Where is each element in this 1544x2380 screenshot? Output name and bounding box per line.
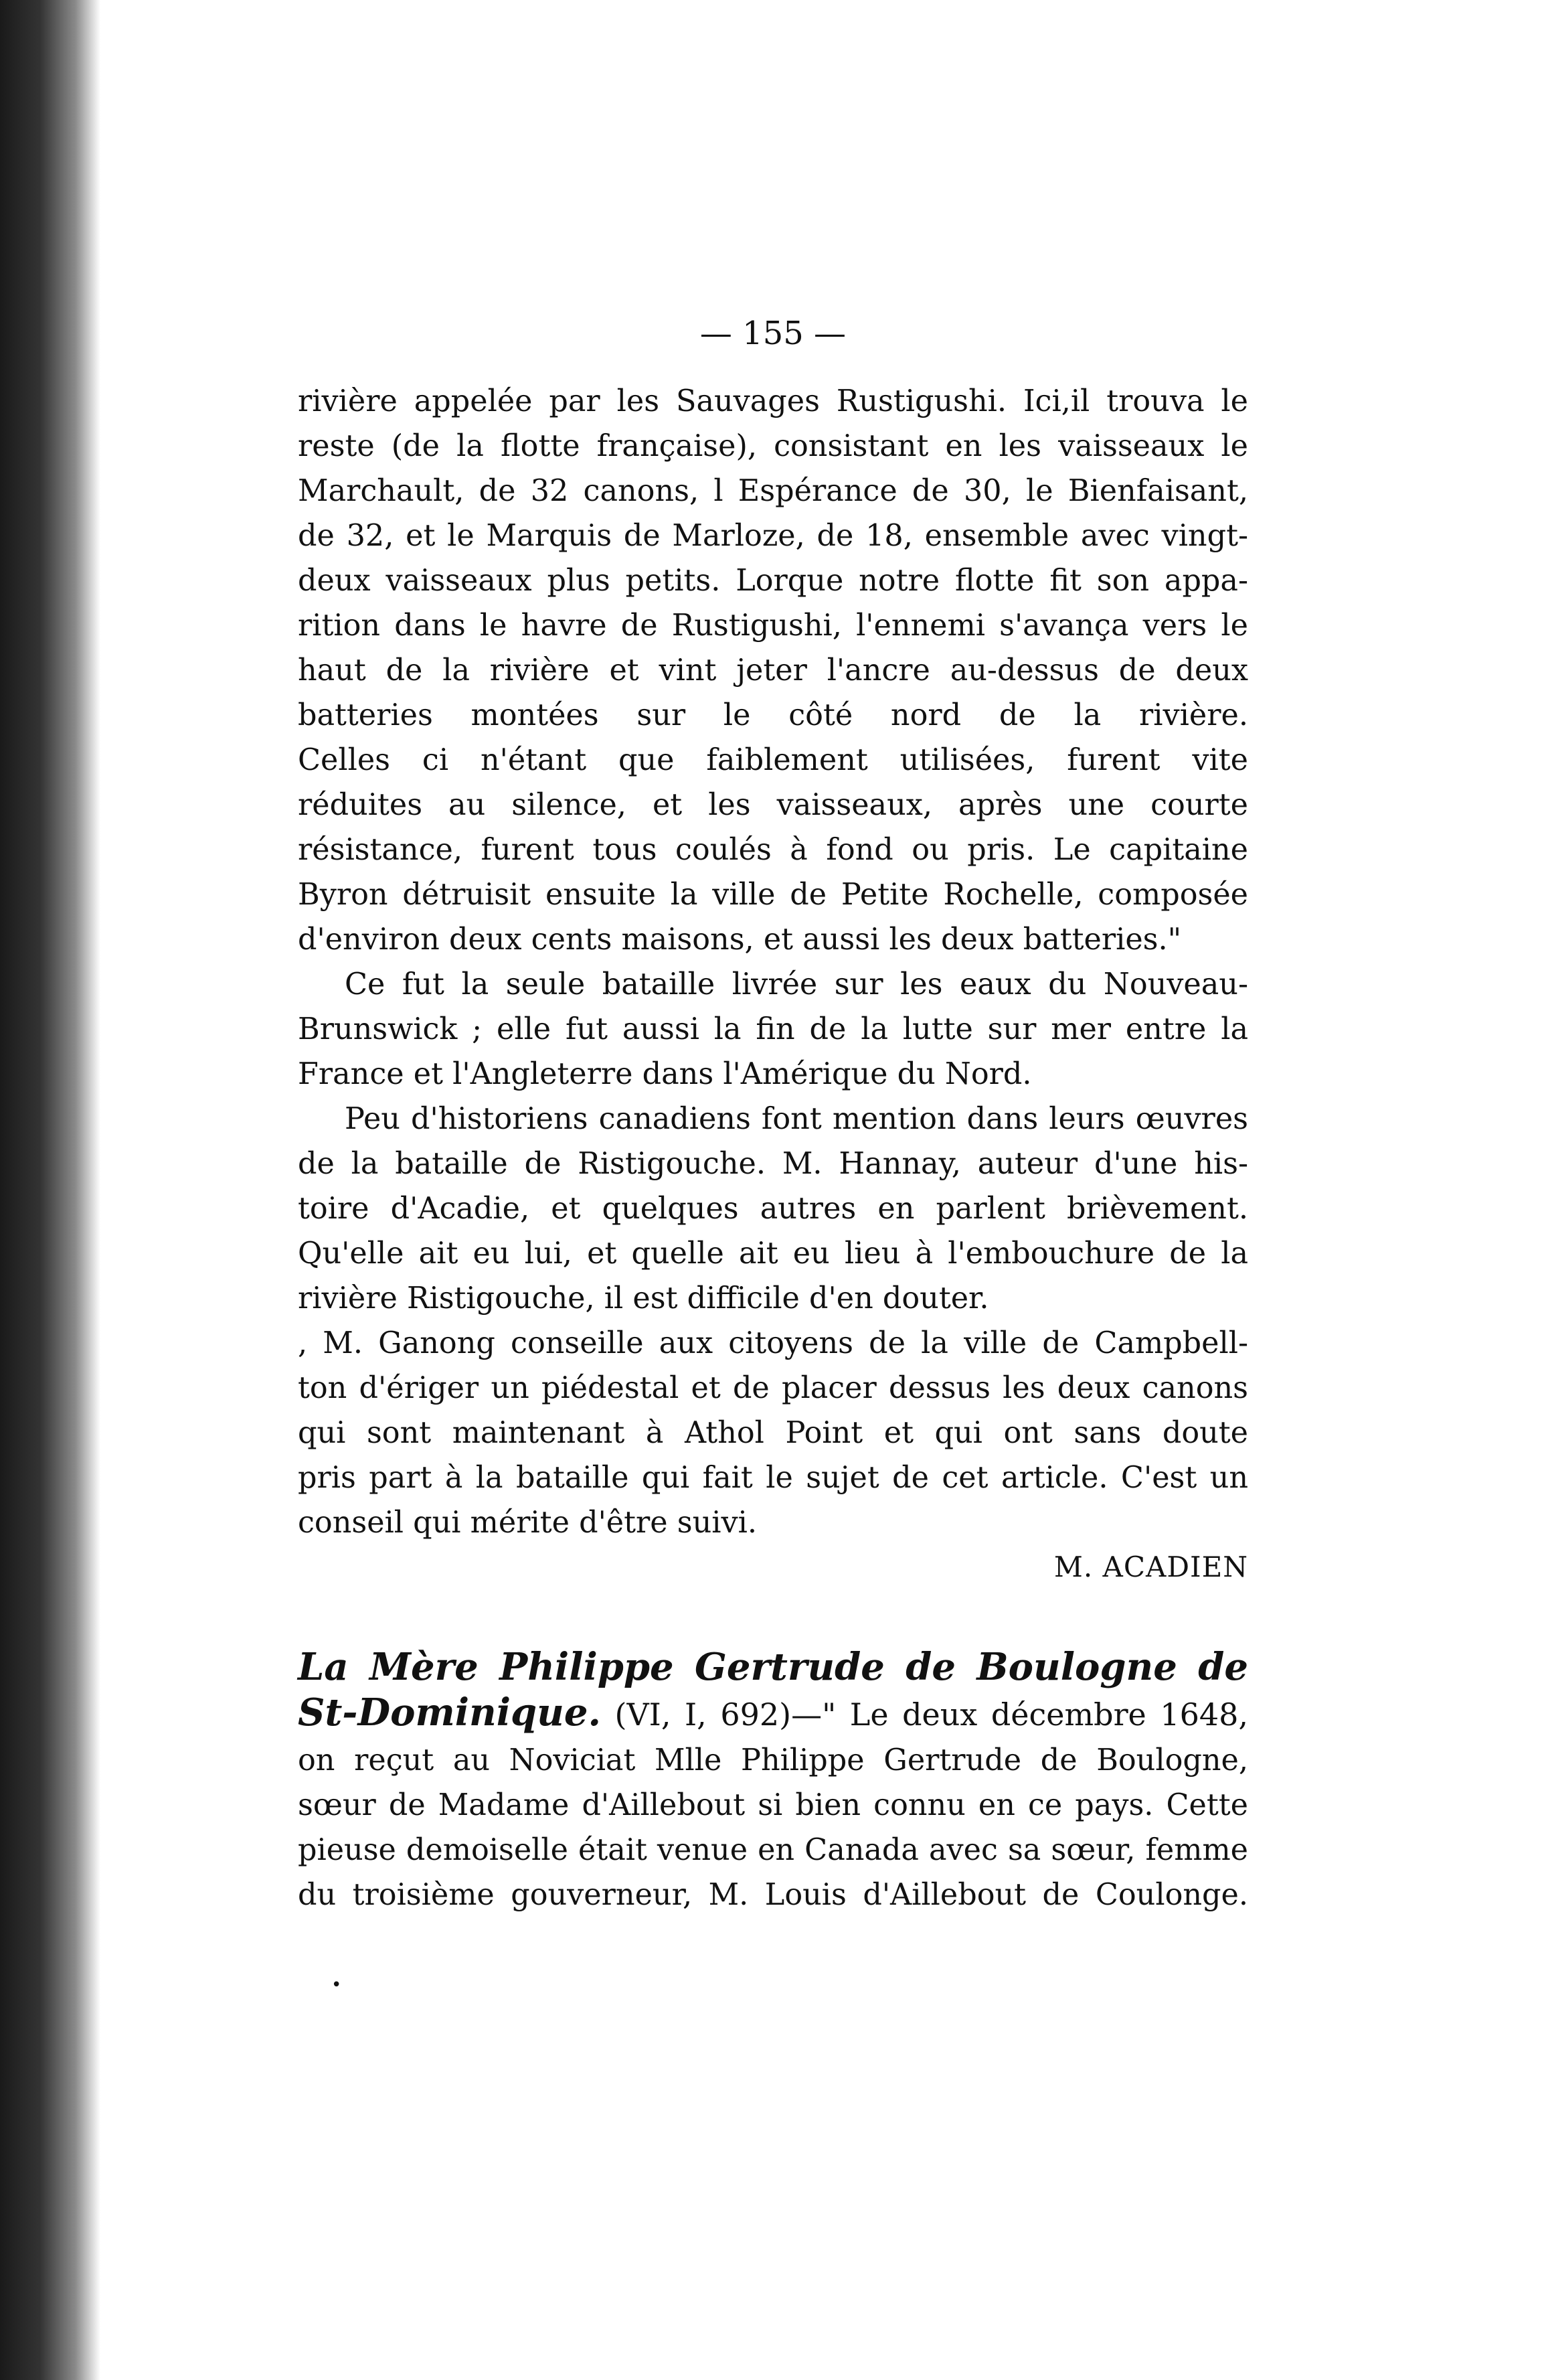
- text-line: réduites au silence, et les vaisseaux, après une courte: [298, 788, 1248, 822]
- text-line: résistance, furent tous coulés à fond ou pris. Le capitaine: [298, 833, 1248, 867]
- text-line: pieuse demoiselle était venue en Canada avec sa sœur, femme: [298, 1833, 1248, 1867]
- text-line: , M. Ganong conseille aux citoyens de la ville de Campbell-: [298, 1326, 1248, 1360]
- text-line: Peu d'historiens canadiens font mention dans leurs œuvres: [345, 1102, 1248, 1136]
- text-line: on reçut au Noviciat Mlle Philippe Gertrude de Boulogne,: [298, 1743, 1248, 1777]
- text-line: Celles ci n'étant que faiblement utilisées, furent vite: [298, 743, 1248, 777]
- text-line: batteries montées sur le côté nord de la rivière.: [298, 698, 1248, 732]
- paragraph-historians: [298, 1097, 1248, 1321]
- section-title-line-2: [298, 1690, 1248, 1738]
- text-line: de la bataille de Ristigouche. M. Hannay, auteur d'une his-: [298, 1147, 1248, 1181]
- text-line: rivière Ristigouche, il est difficile d'en douter.: [298, 1281, 989, 1316]
- paragraph-mere-philippe: [298, 1690, 1248, 1917]
- text-line: conseil qui mérite d'être suivi.: [298, 1506, 758, 1540]
- text-line: rivière appelée par les Sauvages Rustigushi. Ici,il trouva le: [298, 384, 1248, 418]
- text-line: Marchault, de 32 canons, l Espérance de 30, le Bienfaisant,: [298, 474, 1248, 508]
- paragraph-battle-account: [298, 379, 1248, 962]
- text-line: toire d'Acadie, et quelques autres en parlent brièvement.: [298, 1192, 1248, 1226]
- reference-text: (VI, I, 692)—" Le deux décembre 1648,: [600, 1696, 1248, 1733]
- section-title: La Mère Philippe Gertrude de Boulogne de: [298, 1645, 1248, 1689]
- text-line: ton d'ériger un piédestal et de placer dessus les deux canons: [298, 1371, 1248, 1405]
- text-line: rition dans le havre de Rustigushi, l'ennemi s'avança vers le: [298, 609, 1248, 643]
- paragraph-ganong: [298, 1321, 1248, 1545]
- text-line: Brunswick ; elle fut aussi la fin de la lutte sur mer entre la: [298, 1012, 1248, 1046]
- section-title-continuation: St-Dominique.: [298, 1690, 601, 1735]
- page-number: — 155 —: [699, 315, 847, 352]
- text-line: qui sont maintenant à Athol Point et qui ont sans doute: [298, 1416, 1248, 1450]
- stray-mark: •: [331, 1975, 342, 1995]
- document-page: [298, 315, 1248, 1917]
- scan-binding-edge: [0, 0, 100, 2380]
- text-line: pris part à la bataille qui fait le sujet de cet article. C'est un: [298, 1461, 1248, 1495]
- text-line: haut de la rivière et vint jeter l'ancre au-dessus de deux: [298, 653, 1248, 688]
- text-line: deux vaisseaux plus petits. Lorque notre flotte fit son appa-: [298, 564, 1248, 598]
- text-line: sœur de Madame d'Aillebout si bien connu en ce pays. Cette: [298, 1788, 1248, 1822]
- text-line: d'environ deux cents maisons, et aussi les deux batteries.": [298, 923, 1182, 957]
- text-line: Qu'elle ait eu lui, et quelle ait eu lieu à l'embouchure de la: [298, 1237, 1248, 1271]
- text-line: de 32, et le Marquis de Marloze, de 18, ensemble avec vingt-: [298, 519, 1248, 553]
- text-line: du troisième gouverneur, M. Louis d'Aillebout de Coulonge.: [298, 1878, 1248, 1912]
- text-line: reste (de la flotte française), consistant en les vaisseaux le: [298, 429, 1248, 463]
- text-line: France et l'Angleterre dans l'Amérique du Nord.: [298, 1057, 1032, 1091]
- text-line: Byron détruisit ensuite la ville de Petite Rochelle, composée: [298, 878, 1248, 912]
- text-line: Ce fut la seule bataille livrée sur les eaux du Nouveau-: [345, 967, 1248, 1002]
- paragraph-only-battle: [298, 962, 1248, 1097]
- author-signature: M. ACADIEN: [1053, 1551, 1248, 1583]
